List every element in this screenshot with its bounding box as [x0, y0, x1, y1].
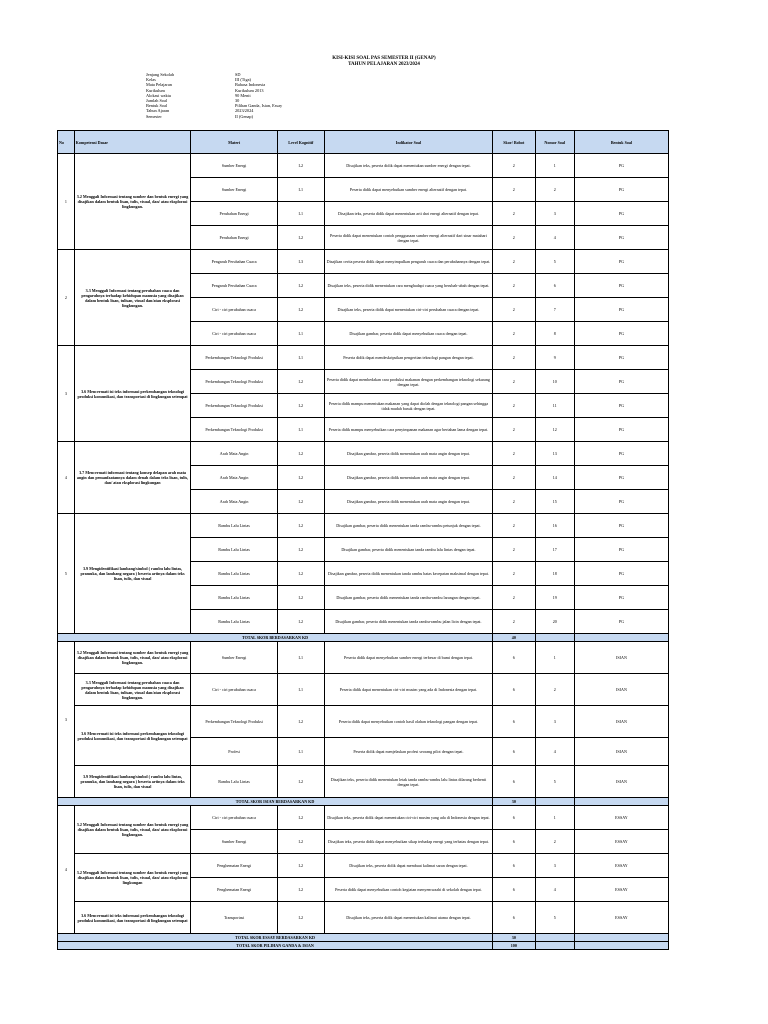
skor-cell: 2: [493, 370, 535, 394]
table-row: [58, 250, 669, 274]
level-cell: L2: [277, 154, 324, 178]
materi-cell: Ciri - ciri perubahan cuaca: [191, 298, 277, 322]
skor-cell: 2: [493, 226, 535, 250]
skor-cell: 2: [493, 154, 535, 178]
total-empty: [535, 798, 574, 806]
bentuk-cell: PG: [574, 298, 668, 322]
total-empty: [535, 634, 574, 642]
kompetensi-dasar: 3.2 Menggali Informasi tentang sumber dan bentuk energi yang disajikan dalam bentuk lisan, tulis, visual, dan/ atau eksplorasi lingkungan.: [74, 642, 191, 674]
nomor-cell: 15: [535, 490, 574, 514]
skor-cell: 2: [493, 202, 535, 226]
total-empty: [535, 934, 574, 942]
materi-cell: Profesi: [191, 738, 277, 766]
bentuk-cell: PG: [574, 538, 668, 562]
nomor-cell: 4: [535, 738, 574, 766]
table-row: [58, 154, 669, 178]
level-cell: L2: [277, 274, 324, 298]
total-row: [58, 934, 669, 942]
row-number: 2: [58, 250, 75, 346]
info-block: [146, 72, 282, 119]
materi-cell: Rambu Lalu Lintas: [191, 610, 277, 634]
level-cell: L2: [277, 562, 324, 586]
materi-cell: Sumber Energi: [191, 830, 277, 854]
materi-cell: Perubahan Energi: [191, 226, 277, 250]
indikator-cell: Disajikan teks, peserta didik dapat menentukan ciri-ciri musim yang ada di Indonesia dengan tepat.: [324, 806, 492, 830]
table-row: [58, 442, 669, 466]
column-header: Skor/ Bobot: [493, 131, 535, 154]
materi-cell: Rambu Lalu Lintas: [191, 562, 277, 586]
info-value: 30: [235, 98, 240, 104]
table-row: [58, 706, 669, 738]
skor-cell: 6: [493, 878, 535, 902]
indikator-cell: Disajikan teks, peserta didik dapat menentukan arti dari energi alternatif dengan tepat.: [324, 202, 492, 226]
materi-cell: Perkembangan Teknologi Produksi: [191, 346, 277, 370]
row-number: 5: [58, 514, 75, 634]
table-row: [58, 514, 669, 538]
nomor-cell: 18: [535, 562, 574, 586]
bentuk-cell: PG: [574, 322, 668, 346]
indikator-cell: Peserta didik dapat membedakan cara produksi makanan dengan perkembangan teknologi sekarang dengan tepat.: [324, 370, 492, 394]
table-row: [58, 806, 669, 830]
total-empty: [535, 942, 574, 950]
nomor-cell: 2: [535, 178, 574, 202]
skor-cell: 6: [493, 766, 535, 798]
info-label: Bentuk Soal: [146, 103, 168, 109]
bentuk-cell: ESSAY: [574, 902, 668, 934]
kompetensi-dasar: 3.3 Menggali Informasi tentang perubahan cuaca dan pengaruhnya terhadap kehidupan manusia yang disajikan dalam bentuk lisan, tulisan, visual dan/atau eksplorasi lingkungan.: [74, 250, 191, 346]
materi-cell: Perkembangan Teknologi Produksi: [191, 706, 277, 738]
materi-cell: Ciri - ciri perubahan cuaca: [191, 806, 277, 830]
skor-cell: 2: [493, 346, 535, 370]
bentuk-cell: ESSAY: [574, 878, 668, 902]
nomor-cell: 4: [535, 226, 574, 250]
bentuk-cell: PG: [574, 226, 668, 250]
info-value: Kurikulum 2013: [235, 87, 264, 93]
kisi-kisi-table: [57, 130, 669, 950]
skor-cell: 2: [493, 442, 535, 466]
column-header: Nomor Soal: [535, 131, 574, 154]
skor-cell: 2: [493, 562, 535, 586]
column-header: Materi: [191, 131, 277, 154]
bentuk-cell: ISIAN: [574, 738, 668, 766]
level-cell: L2: [277, 806, 324, 830]
level-cell: L1: [277, 346, 324, 370]
skor-cell: 6: [493, 706, 535, 738]
skor-cell: 6: [493, 674, 535, 706]
indikator-cell: Disajikan gambar, peserta didik menentukan tanda rambu-rambu petunjuk dengan tepat.: [324, 514, 492, 538]
kompetensi-dasar: 3.2 Menggali Informasi tentang sumber dan bentuk energi yang disajikan dalam bentuk lisan, tulis, visual, dan/ atau eksplorasi lingkungan.: [74, 154, 191, 250]
nomor-cell: 2: [535, 674, 574, 706]
kompetensi-dasar: 3.6 Mencermati isi teks informasi perkembangan teknologi produksi komunikasi, dan transportasi di lingkungan setempat: [74, 902, 191, 934]
indikator-cell: Disajikan gambar, peserta didik menentukan arah mata angin dengan tepat.: [324, 490, 492, 514]
total-row: [58, 942, 669, 950]
skor-cell: 2: [493, 610, 535, 634]
level-cell: L2: [277, 902, 324, 934]
nomor-cell: 8: [535, 322, 574, 346]
level-cell: L1: [277, 674, 324, 706]
skor-cell: 2: [493, 322, 535, 346]
bentuk-cell: ISIAN: [574, 642, 668, 674]
materi-cell: Sumber Energi: [191, 642, 277, 674]
kompetensi-dasar: 3.6 Mencermati isi teks informasi perkembangan teknologi produksi komunikasi, dan transportasi di lingkungan setempat: [74, 346, 191, 442]
skor-cell: 2: [493, 514, 535, 538]
indikator-cell: Disajikan gambar, peserta didik menentukan tanda rambu lalu lintas dengan tepat.: [324, 538, 492, 562]
materi-cell: Ciri - ciri perubahan cuaca: [191, 322, 277, 346]
info-value: III (Tiga): [235, 77, 251, 83]
bentuk-cell: PG: [574, 202, 668, 226]
kompetensi-dasar: 3.9 Mengidentifikasi lambang/simbol ( rambu lalu lintas, pramuka, dan lambang negara ) beserta artinya dalam teks lisan, tulis, dan visual: [74, 766, 191, 798]
nomor-cell: 13: [535, 442, 574, 466]
info-value: II (Genap): [235, 113, 254, 119]
materi-cell: Perkembangan Teknologi Produksi: [191, 370, 277, 394]
skor-cell: 2: [493, 250, 535, 274]
materi-cell: Rambu Lalu Lintas: [191, 538, 277, 562]
nomor-cell: 9: [535, 346, 574, 370]
info-label: Alokasi waktu: [146, 92, 171, 98]
materi-cell: Perkembangan Teknologi Produksi: [191, 394, 277, 418]
kompetensi-dasar: 3.7 Mencermati informasi tentang konsep delapan arah mata angin dan pemanfaatannya dalam denah dalam teks lisan, tulis, dan/ atau eksplorasi lingkungan: [74, 442, 191, 514]
total-value: 100: [493, 942, 535, 950]
indikator-cell: Disajikan teks, peserta didik menentukan cara menghadapi cuaca yang berubah-ubah dengan tepat.: [324, 274, 492, 298]
indikator-cell: Disajikan gambar, peserta didik menentukan tanda rambu-rambu larangan dengan tepat.: [324, 586, 492, 610]
info-value: Bahasa Indonesia: [235, 82, 266, 88]
level-cell: L2: [277, 298, 324, 322]
info-value: 2023/2024: [235, 108, 254, 114]
materi-cell: Rambu Lalu Lintas: [191, 586, 277, 610]
level-cell: L2: [277, 490, 324, 514]
materi-cell: Ciri - ciri perubahan cuaca: [191, 674, 277, 706]
materi-cell: Perkembangan Teknologi Produksi: [191, 418, 277, 442]
column-header: Kompetensi Dasar: [74, 131, 191, 154]
bentuk-cell: PG: [574, 154, 668, 178]
nomor-cell: 3: [535, 202, 574, 226]
total-label: TOTAL SKOR PILIHAN GANDA & ISIAN: [58, 942, 493, 950]
info-label: Kurikulum: [146, 87, 165, 93]
nomor-cell: 20: [535, 610, 574, 634]
materi-cell: Arah Mata Angin: [191, 442, 277, 466]
nomor-cell: 14: [535, 466, 574, 490]
skor-cell: 2: [493, 538, 535, 562]
skor-cell: 6: [493, 902, 535, 934]
bentuk-cell: PG: [574, 418, 668, 442]
level-cell: L2: [277, 442, 324, 466]
nomor-cell: 12: [535, 418, 574, 442]
total-label: TOTAL SKOR ISIAN BERDASARKAN KD: [58, 798, 493, 806]
level-cell: L1: [277, 738, 324, 766]
level-cell: L1: [277, 642, 324, 674]
total-label: TOTAL SKOR BERDASARKAN KD: [58, 634, 493, 642]
info-value: Pilihan Ganda, Isian, Essay: [235, 103, 283, 109]
materi-cell: Penghematan Energi: [191, 878, 277, 902]
materi-cell: Rambu Lalu Lintas: [191, 514, 277, 538]
bentuk-cell: ESSAY: [574, 830, 668, 854]
nomor-cell: 1: [535, 642, 574, 674]
table-row: [58, 902, 669, 934]
materi-cell: Pengaruh Perubahan Cuaca: [191, 250, 277, 274]
nomor-cell: 1: [535, 154, 574, 178]
total-row: [58, 798, 669, 806]
level-cell: L2: [277, 586, 324, 610]
kompetensi-dasar: 3.6 Mencermati isi teks informasi perkembangan teknologi produksi komunikasi, dan transportasi di lingkungan setempat: [74, 706, 191, 766]
kompetensi-dasar: 3.9 Mengidentifikasi lambang/simbol ( rambu lalu lintas, pramuka, dan lambang negara ) beserta artinya dalam teks lisan, tulis, dan visual: [74, 514, 191, 634]
bentuk-cell: ISIAN: [574, 706, 668, 738]
skor-cell: 6: [493, 806, 535, 830]
indikator-cell: Peserta didik dapat menentukan ciri-ciri musim yang ada di Indonesia dengan tepat.: [324, 674, 492, 706]
info-value: SD: [235, 72, 241, 77]
level-cell: L2: [277, 766, 324, 798]
info-row: [146, 114, 282, 119]
skor-cell: 2: [493, 490, 535, 514]
total-label: TOTAL SKOR ESSAY BERDASARKAN KD: [58, 934, 493, 942]
skor-cell: 2: [493, 418, 535, 442]
info-label: Kelas: [146, 77, 156, 83]
indikator-cell: Peserta didik dapat menyebutkan sumber energi alternatif dengan tepat.: [324, 178, 492, 202]
skor-cell: 2: [493, 466, 535, 490]
indikator-cell: Disajikan gambar, peserta didik menentukan arah mata angin dengan tepat.: [324, 466, 492, 490]
materi-cell: Arah Mata Angin: [191, 490, 277, 514]
indikator-cell: Peserta didik dapat mendeskripsikan pengertian teknologi pangan dengan tepat.: [324, 346, 492, 370]
bentuk-cell: ESSAY: [574, 854, 668, 878]
info-label: Jenjang Sekolah: [146, 72, 175, 77]
nomor-cell: 3: [535, 706, 574, 738]
skor-cell: 6: [493, 738, 535, 766]
total-empty: [574, 634, 668, 642]
indikator-cell: Peserta didik dapat menyebutkan contoh hasil olahan teknologi pangan dengan tepat.: [324, 706, 492, 738]
level-cell: L2: [277, 538, 324, 562]
bentuk-cell: PG: [574, 274, 668, 298]
kompetensi-dasar: 3.3 Menggali Informasi tentang perubahan cuaca dan pengaruhnya terhadap kehidupan manusia yang disajikan dalam bentuk lisan, tulisan, visual dan/atau eksplorasi lingkungan.: [74, 674, 191, 706]
indikator-cell: Disajikan teks, peserta didik dapat menentukan ciri-ciri perubahan cuaca dengan tepat.: [324, 298, 492, 322]
nomor-cell: 7: [535, 298, 574, 322]
nomor-cell: 4: [535, 878, 574, 902]
indikator-cell: Disajikan gambar, peserta didik dapat menyebutkan cuaca dengan tepat.: [324, 322, 492, 346]
indikator-cell: Peserta didik dapat menjelaskan profesi seorang pilot dengan tepat.: [324, 738, 492, 766]
level-cell: L2: [277, 466, 324, 490]
skor-cell: 6: [493, 642, 535, 674]
bentuk-cell: PG: [574, 610, 668, 634]
level-cell: L2: [277, 394, 324, 418]
nomor-cell: 5: [535, 250, 574, 274]
nomor-cell: 2: [535, 830, 574, 854]
bentuk-cell: ISIAN: [574, 674, 668, 706]
bentuk-cell: PG: [574, 250, 668, 274]
materi-cell: Pengaruh Perubahan Cuaca: [191, 274, 277, 298]
level-cell: L2: [277, 830, 324, 854]
level-cell: L1: [277, 202, 324, 226]
bentuk-cell: PG: [574, 178, 668, 202]
level-cell: L1: [277, 418, 324, 442]
level-cell: L2: [277, 610, 324, 634]
indikator-cell: Disajikan cerita peserta didik dapat menyimpulkan pengaruh cuaca dan perubahannya dengan tepat.: [324, 250, 492, 274]
materi-cell: Perubahan Energi: [191, 202, 277, 226]
level-cell: L3: [277, 250, 324, 274]
bentuk-cell: ISIAN: [574, 766, 668, 798]
bentuk-cell: PG: [574, 442, 668, 466]
row-number: 3: [58, 346, 75, 442]
level-cell: L2: [277, 706, 324, 738]
total-empty: [574, 934, 668, 942]
total-empty: [574, 942, 668, 950]
indikator-cell: Disajikan teks, peserta didik dapat membuat kalimat saran dengan tepat.: [324, 854, 492, 878]
indikator-cell: Peserta didik dapat menyebutkan sumber energi terbesar di bumi dengan tepat.: [324, 642, 492, 674]
nomor-cell: 11: [535, 394, 574, 418]
info-value: 90 Menit: [235, 92, 251, 98]
indikator-cell: Disajikan teks, peserta didik dapat menyebutkan sikap terhadap energi yang terbatas dengan tepat.: [324, 830, 492, 854]
table-row: [58, 642, 669, 674]
level-cell: L1: [277, 322, 324, 346]
materi-cell: Penghematan Energi: [191, 854, 277, 878]
nomor-cell: 5: [535, 766, 574, 798]
indikator-cell: Disajikan gambar, peserta didik menentukan arah mata angin dengan tepat.: [324, 442, 492, 466]
bentuk-cell: PG: [574, 466, 668, 490]
info-label: Mata Pelajaran: [146, 82, 172, 88]
table-row: [58, 854, 669, 878]
skor-cell: 6: [493, 854, 535, 878]
indikator-cell: Disajikan teks, peserta didik dapat menentukan sumber energi dengan tepat.: [324, 154, 492, 178]
materi-cell: Rambu Lalu Lintas: [191, 766, 277, 798]
level-cell: L2: [277, 514, 324, 538]
column-header: Indikator Soal: [324, 131, 492, 154]
level-cell: L2: [277, 370, 324, 394]
materi-cell: Sumber Energi: [191, 178, 277, 202]
document-subtitle: TAHUN PELAJARAN 2023/2024: [348, 62, 420, 67]
materi-cell: Sumber Energi: [191, 154, 277, 178]
column-header: Level Kognitif: [277, 131, 324, 154]
indikator-cell: Peserta didik dapat menentukan contoh penggunaan sumber energi alternatif dari sinar matahari dengan tepat.: [324, 226, 492, 250]
indikator-cell: Disajikan teks, peserta didik menentukan letak tanda rambu-rambu lalu lintas dilarang berhenti dengan tepat.: [324, 766, 492, 798]
nomor-cell: 17: [535, 538, 574, 562]
materi-cell: Arah Mata Angin: [191, 466, 277, 490]
table-row: [58, 766, 669, 798]
indikator-cell: Disajikan gambar, peserta didik menentukan tanda rambu batas kecepatan maksimal dengan tepat.: [324, 562, 492, 586]
kompetensi-dasar: 3.2 Menggali Informasi tentang sumber dan bentuk energi yang disajikan dalam bentuk lisan, tulis, visual, dan/ atau eksplorasi lingkungan.: [74, 806, 191, 854]
nomor-cell: 5: [535, 902, 574, 934]
level-cell: L2: [277, 854, 324, 878]
total-value: 40: [493, 634, 535, 642]
nomor-cell: 16: [535, 514, 574, 538]
nomor-cell: 10: [535, 370, 574, 394]
info-label: Semester: [146, 113, 162, 119]
skor-cell: 2: [493, 394, 535, 418]
level-cell: L2: [277, 878, 324, 902]
info-label: Jumlah Soal: [146, 98, 168, 104]
bentuk-cell: PG: [574, 346, 668, 370]
bentuk-cell: PG: [574, 370, 668, 394]
skor-cell: 2: [493, 298, 535, 322]
column-header: No: [58, 131, 75, 154]
row-number: 3: [58, 642, 75, 798]
bentuk-cell: PG: [574, 562, 668, 586]
indikator-cell: Disajikan teks, peserta didik dapat menentukan kalimat utama dengan tepat.: [324, 902, 492, 934]
skor-cell: 2: [493, 586, 535, 610]
total-value: 30: [493, 798, 535, 806]
table-header-row: [58, 131, 669, 154]
nomor-cell: 19: [535, 586, 574, 610]
row-number: 4: [58, 442, 75, 514]
table-row: [58, 346, 669, 370]
kompetensi-dasar: 3.2 Menggali Informasi tentang sumber dan bentuk energi yang disajikan dalam bentuk lisan, tulis, visual, dan/ atau eksplorasi lingkungan: [74, 854, 191, 902]
nomor-cell: 3: [535, 854, 574, 878]
indikator-cell: Peserta didik mampu menentukan makanan yang dapat diolah dengan teknologi pangan sehingga tidak mudah busuk dengan tepat.: [324, 394, 492, 418]
document-title: KISI-KISI SOAL PAS SEMESTER II (GENAP): [332, 56, 436, 61]
table-row: [58, 674, 669, 706]
row-number: 1: [58, 154, 75, 250]
total-row: [58, 634, 669, 642]
total-value: 30: [493, 934, 535, 942]
bentuk-cell: PG: [574, 490, 668, 514]
indikator-cell: Peserta didik mampu menyebutkan cara penyimpanan makanan agar bertahan lama dengan tepat.: [324, 418, 492, 442]
bentuk-cell: PG: [574, 514, 668, 538]
column-header: Bentuk Soal: [574, 131, 668, 154]
nomor-cell: 6: [535, 274, 574, 298]
indikator-cell: Peserta didik dapat menyebutkan contoh kegiatan menyemwaahi di sekolah dengan tepat.: [324, 878, 492, 902]
level-cell: L1: [277, 178, 324, 202]
skor-cell: 6: [493, 830, 535, 854]
materi-cell: Transportasi: [191, 902, 277, 934]
info-label: Tahun Ajaran: [146, 108, 170, 114]
bentuk-cell: PG: [574, 394, 668, 418]
total-empty: [574, 798, 668, 806]
indikator-cell: Disajikan gambar, peserta didik menentukan tanda rambu-rambu jalan licin dengan tepat.: [324, 610, 492, 634]
skor-cell: 2: [493, 274, 535, 298]
bentuk-cell: ESSAY: [574, 806, 668, 830]
skor-cell: 2: [493, 178, 535, 202]
row-number: 4: [58, 806, 75, 934]
level-cell: L2: [277, 226, 324, 250]
nomor-cell: 1: [535, 806, 574, 830]
bentuk-cell: PG: [574, 586, 668, 610]
